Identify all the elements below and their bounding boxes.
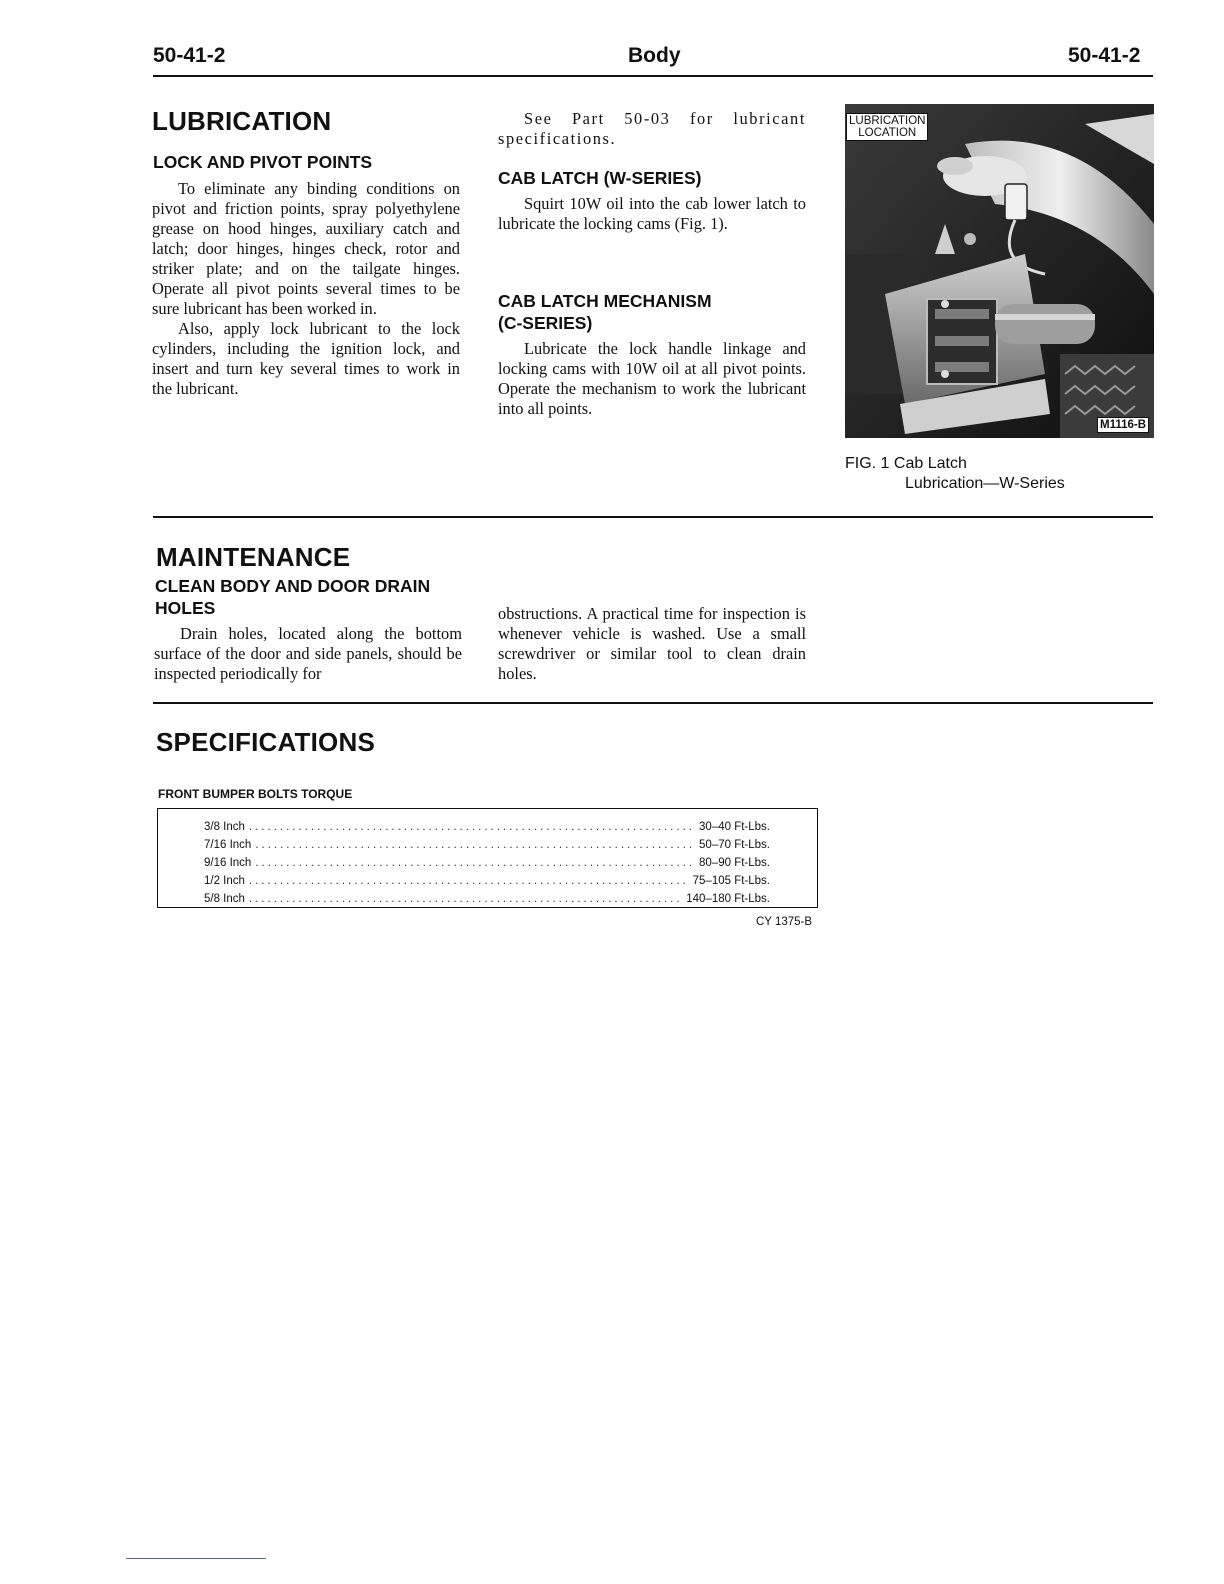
drain-holes-heading-line-2: HOLES bbox=[155, 598, 216, 618]
drain-holes-body-right bbox=[498, 604, 806, 684]
drain-holes-heading-line-1: CLEAN BODY AND DOOR DRAIN bbox=[155, 576, 431, 596]
torque-value: 30–40 Ft-Lbs. bbox=[699, 821, 770, 833]
table-row bbox=[204, 851, 770, 869]
cab-latch-c-heading-line-2: (C-SERIES) bbox=[498, 313, 593, 333]
drain-holes-text-left: Drain holes, located along the bottom surface of the door and side panels, should be inspected periodically for bbox=[154, 624, 462, 683]
table-row bbox=[204, 887, 770, 905]
cab-latch-photo bbox=[845, 104, 1154, 438]
bolt-size: 9/16 Inch bbox=[204, 857, 252, 869]
table-code: CY 1375-B bbox=[756, 916, 813, 928]
bolt-size: 1/2 Inch bbox=[204, 875, 245, 887]
bolt-size: 3/8 Inch bbox=[204, 821, 245, 833]
bolt-size: 5/8 Inch bbox=[204, 893, 245, 905]
footer-line bbox=[126, 1558, 266, 1559]
torque-value: 80–90 Ft-Lbs. bbox=[699, 857, 770, 869]
section-rule-2 bbox=[153, 702, 1153, 704]
leader-dots bbox=[249, 875, 689, 887]
lock-pivot-heading: LOCK AND PIVOT POINTS bbox=[153, 152, 373, 172]
leader-dots bbox=[255, 857, 695, 869]
table-row bbox=[204, 815, 770, 833]
table-title: FRONT BUMPER BOLTS TORQUE bbox=[158, 787, 353, 801]
torque-value: 140–180 Ft-Lbs. bbox=[686, 893, 770, 905]
drain-holes-text-right: obstructions. A practical time for inspection is whenever vehicle is washed. Use a small screwdriver or similar tool to clean drain holes. bbox=[498, 604, 806, 683]
section-title: Body bbox=[628, 44, 681, 67]
see-part-note bbox=[498, 109, 806, 149]
cab-latch-c-body bbox=[498, 339, 806, 419]
cab-latch-w-body bbox=[498, 194, 806, 234]
table-row bbox=[204, 833, 770, 851]
figure-caption-line-2: Lubrication—W-Series bbox=[905, 475, 1065, 492]
cab-latch-c-heading bbox=[498, 290, 712, 334]
cab-latch-w-heading: CAB LATCH (W-SERIES) bbox=[498, 168, 702, 188]
table-row bbox=[204, 869, 770, 887]
drain-holes-heading bbox=[155, 575, 430, 619]
figure-caption bbox=[845, 454, 1065, 494]
torque-value: 50–70 Ft-Lbs. bbox=[699, 839, 770, 851]
cab-latch-c-heading-line-1: CAB LATCH MECHANISM bbox=[498, 291, 712, 311]
cab-latch-w-text: Squirt 10W oil into the cab lower latch to lubricate the locking cams (Fig. 1). bbox=[498, 194, 806, 233]
lubrication-location-label-line-2: LOCATION bbox=[858, 127, 917, 139]
figure-caption-line-1: FIG. 1 Cab Latch bbox=[845, 455, 967, 472]
leader-dots bbox=[255, 839, 695, 851]
lubrication-location-label bbox=[846, 113, 928, 141]
see-part-text: See Part 50-03 for lubricant specifications. bbox=[498, 109, 806, 148]
lubrication-location-label-line-1: LUBRICATION bbox=[849, 115, 926, 127]
cab-latch-c-text: Lubricate the lock handle linkage and locking cams with 10W oil at all pivot points. Operate the mechanism to work the lubricant into all points. bbox=[498, 339, 806, 418]
maintenance-title: MAINTENANCE bbox=[156, 542, 351, 572]
leader-dots bbox=[249, 821, 695, 833]
section-rule-1 bbox=[153, 516, 1153, 518]
leader-dots bbox=[249, 893, 682, 905]
lock-pivot-para-1: To eliminate any binding conditions on pivot and friction points, spray polyethylene grease on hood hinges, auxiliary catch and latch; door hinges, hinges check, rotor and striker plate; and on the tailgate hinges. Operate all pivot points several times to be sure lubricant has been worked in. bbox=[152, 179, 460, 318]
figure-code: M1116-B bbox=[1097, 417, 1149, 433]
page-number-left: 50-41-2 bbox=[153, 44, 226, 67]
header-rule bbox=[153, 75, 1153, 77]
torque-value: 75–105 Ft-Lbs. bbox=[692, 875, 770, 887]
drain-holes-body-left bbox=[154, 624, 462, 684]
lock-pivot-body bbox=[152, 179, 460, 399]
lock-pivot-para-2: Also, apply lock lubricant to the lock cylinders, including the ignition lock, and insert and turn key several times to work in the lubricant. bbox=[152, 319, 460, 398]
specifications-title: SPECIFICATIONS bbox=[156, 727, 376, 757]
page-number-right: 50-41-2 bbox=[1068, 44, 1141, 67]
bolt-size: 7/16 Inch bbox=[204, 839, 252, 851]
cab-latch-illustration bbox=[845, 104, 1154, 438]
torque-table bbox=[157, 808, 818, 908]
lubrication-title: LUBRICATION bbox=[152, 106, 332, 136]
